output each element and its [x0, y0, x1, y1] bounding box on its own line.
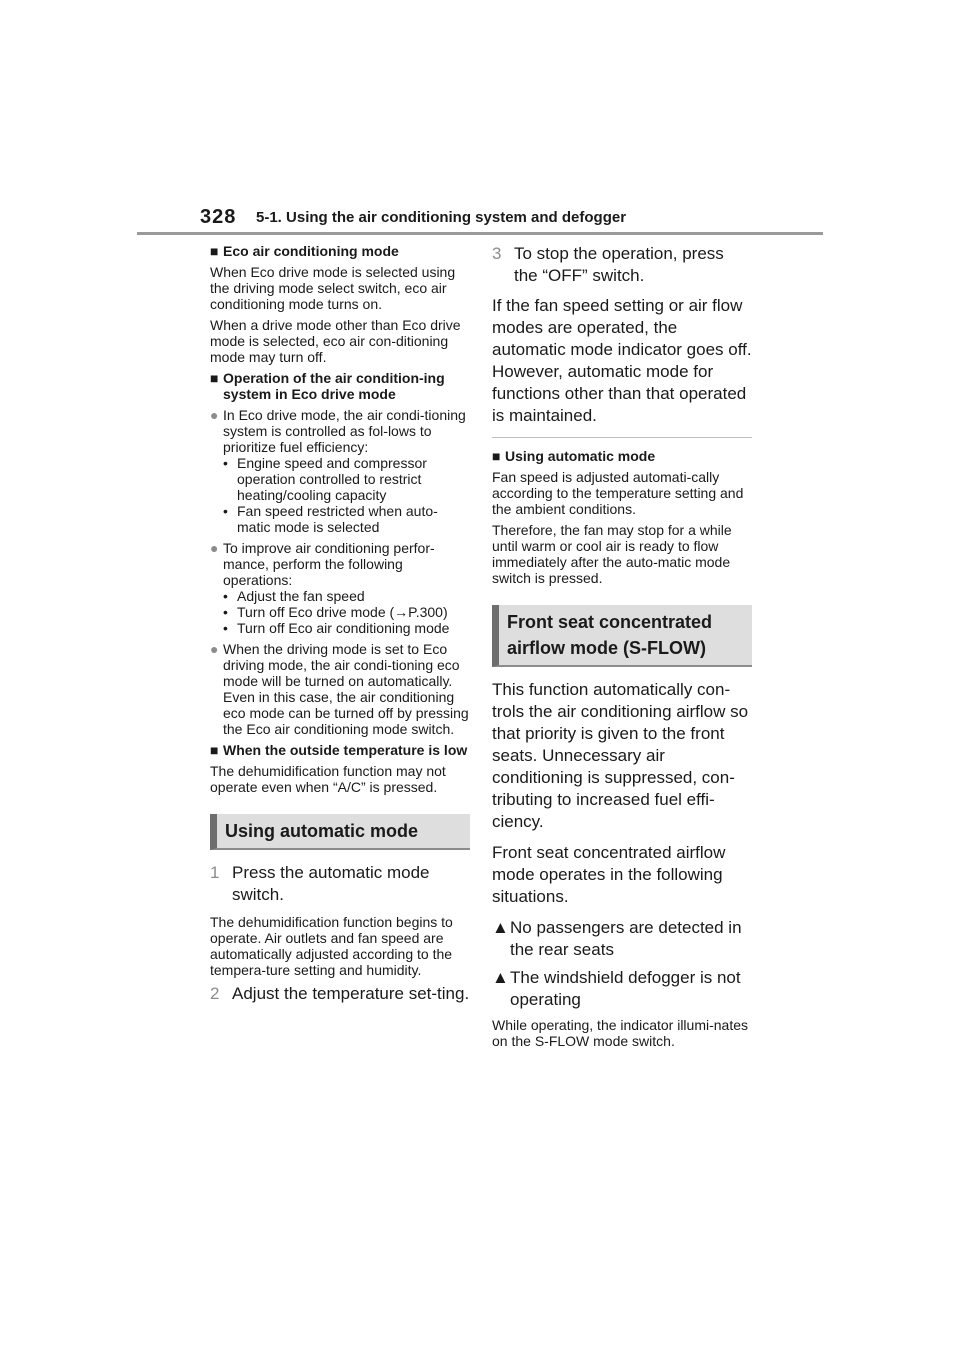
- s-flow-paragraph-1: This function automatically con-trols the air conditioning airflow so that priority is given to the front seats. Unnecessary air conditioning is suppressed, con-tributing to increased fuel effi-ciency.: [492, 680, 749, 831]
- auto-indicator-paragraph: If the fan speed setting or air flow modes are operated, the automatic mode indicator goes off. However, automatic mode for functions other than that operated is maintained.: [492, 296, 752, 425]
- header-rule: [137, 232, 823, 235]
- circle-bullet-icon: ●: [210, 407, 219, 423]
- s-flow-condition-2: ▲ The windshield defogger is not operating: [492, 968, 741, 1009]
- operation-subheading: ■ Operation of the air condition-ing system in Eco drive mode: [210, 370, 445, 402]
- step-2: 2 Adjust the temperature set-ting.: [210, 984, 470, 1003]
- using-automatic-mode-heading: Using automatic mode: [210, 814, 470, 850]
- square-bullet-icon: ■: [492, 448, 501, 464]
- circle-bullet-icon: ●: [210, 641, 219, 657]
- dash-item: Fan speed restricted when auto-matic mode is selected: [237, 503, 438, 535]
- triangle-bullet-icon: ▲: [492, 968, 509, 987]
- page-reference-link[interactable]: Turn off Eco drive mode (→P.300): [237, 604, 448, 620]
- square-bullet-icon: ■: [210, 742, 219, 758]
- divider: [492, 437, 752, 438]
- operation-bullet-2: ● To improve air conditioning perfor-mance, perform the following operations: • Adjust the fan speed • Turn off Eco drive mode (→P.300) • Turn off Eco air conditioning mode: [210, 540, 450, 636]
- step-number: 3: [492, 244, 502, 263]
- s-flow-heading: Front seat concentrated airflow mode (S-FLOW): [492, 605, 752, 667]
- s-flow-note: While operating, the indicator illumi-nates on the S-FLOW mode switch.: [492, 1017, 749, 1049]
- using-auto-subheading: ■ Using automatic mode: [492, 448, 656, 464]
- step-number: 1: [210, 863, 220, 882]
- dash-item: Turn off Eco air conditioning mode: [237, 620, 450, 636]
- square-bullet-icon: ■: [210, 370, 219, 386]
- step-3: 3 To stop the operation, press the “OFF” switch.: [492, 244, 724, 285]
- section-title: 5-1. Using the air conditioning system and defogger: [256, 209, 627, 226]
- step-1: 1 Press the automatic mode switch.: [210, 863, 430, 904]
- page-number: 328: [200, 206, 237, 228]
- square-bullet-icon: ■: [210, 243, 219, 259]
- operation-bullet-1: ● In Eco drive mode, the air condi-tioning system is controlled as fol-lows to prioritize fuel efficiency: • Engine speed and compressor operation controlled to restrict heating/cooling capacity • Fan speed restricted when auto-matic mode is selected: [210, 407, 470, 535]
- circle-bullet-icon: ●: [210, 540, 219, 556]
- using-auto-paragraph-1: Fan speed is adjusted automati-cally according to the temperature setting and the ambient conditions.: [492, 469, 744, 517]
- step-1-note: The dehumidification function begins to operate. Air outlets and fan speed are automatically adjusted according to the tempera-ture setting and humidity.: [210, 914, 453, 978]
- eco-paragraph-1: When Eco drive mode is selected using the driving mode select switch, eco air conditioning mode turns on.: [210, 264, 456, 312]
- low-temp-paragraph: The dehumidification function may not operate even when “A/C” is pressed.: [210, 763, 446, 795]
- eco-paragraph-2: When a drive mode other than Eco drive mode is selected, eco air con-ditioning mode may turn off.: [210, 317, 461, 365]
- triangle-bullet-icon: ▲: [492, 918, 509, 937]
- operation-bullet-3: ● When the driving mode is set to Eco driving mode, the air condi-tioning eco mode will be turned on automatically. Even in this case, the air conditioning eco mode can be turned off by pressing the Eco air conditioning mode switch.: [210, 641, 469, 737]
- right-column: [492, 243, 752, 1054]
- page-header: [200, 200, 824, 236]
- dash-item: Engine speed and compressor operation controlled to restrict heating/cooling capacity: [237, 455, 427, 503]
- s-flow-paragraph-2: Front seat concentrated airflow mode operates in the following situations.: [492, 843, 726, 906]
- using-auto-paragraph-2: Therefore, the fan may stop for a while until warm or cool air is ready to flow immediately after the auto-matic mode switch is pressed.: [492, 522, 732, 586]
- low-temp-subheading: ■ When the outside temperature is low: [210, 742, 468, 758]
- left-column: [210, 243, 470, 1013]
- eco-subheading: ■ Eco air conditioning mode: [210, 243, 399, 259]
- s-flow-condition-1: ▲ No passengers are detected in the rear seats: [492, 918, 742, 959]
- dash-item: Adjust the fan speed: [237, 588, 365, 604]
- step-number: 2: [210, 984, 220, 1003]
